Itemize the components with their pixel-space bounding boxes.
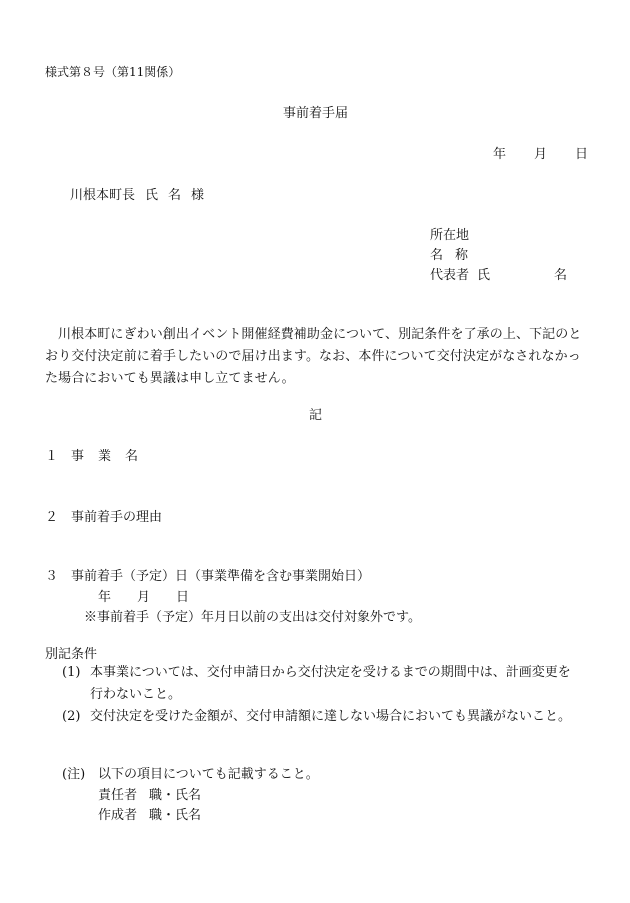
start-date-fields xyxy=(98,591,189,604)
note-role: 作成者 xyxy=(98,808,138,823)
item-label: 事前着手の理由 xyxy=(71,510,163,525)
note-fields: 職・氏名 xyxy=(149,788,202,803)
item-start-date xyxy=(45,570,370,583)
item-number: ２ xyxy=(45,510,59,525)
addressee-name-1: 氏 xyxy=(145,188,159,203)
note-text: 以下の項目についても記載すること。 xyxy=(98,767,319,782)
note-fields: 職・氏名 xyxy=(149,808,202,823)
applicant-representative xyxy=(430,269,567,282)
submission-date xyxy=(493,148,588,161)
applicant-name-label xyxy=(430,249,468,262)
addressee-honorific: 様 xyxy=(191,188,205,203)
start-year: 年 xyxy=(98,590,112,605)
rep-name-2: 名 xyxy=(554,268,568,283)
note xyxy=(62,768,319,781)
date-year: 年 xyxy=(493,147,507,162)
date-month: 月 xyxy=(534,147,548,162)
rep-name-1: 氏 xyxy=(477,268,491,283)
condition-item xyxy=(62,662,592,706)
condition-number: (2) xyxy=(62,709,81,724)
condition-number: (1) xyxy=(62,665,81,680)
item-label-2: 業 xyxy=(98,449,112,464)
condition-text-line2: 行わないこと。 xyxy=(90,687,182,702)
note-role: 責任者 xyxy=(98,788,138,803)
addressee xyxy=(70,189,204,202)
body-paragraph: 川根本町にぎわい創出イベント開催経費補助金について、別記条件を了承の上、下記のとおり交付決定前に着手したいので届け出ます。なお、本件について交付決定がなされなかった場合においても異議は申し立てません。 xyxy=(45,327,582,386)
start-month: 月 xyxy=(137,590,151,605)
addressee-name-2: 名 xyxy=(168,188,182,203)
addressee-office: 川根本町長 xyxy=(70,188,136,203)
item-project-name xyxy=(45,450,138,463)
applicant-name-label-2: 称 xyxy=(455,248,469,263)
item-number: １ xyxy=(45,449,59,464)
note-item xyxy=(98,789,201,802)
rep-label: 代表者 xyxy=(430,268,470,283)
item-label-3: 名 xyxy=(125,449,139,464)
condition-item xyxy=(62,706,602,728)
note-label: (注) xyxy=(62,767,86,782)
conditions-heading: 別記条件 xyxy=(45,647,98,662)
document-title: 事前着手届 xyxy=(283,106,349,121)
applicant-address-label: 所在地 xyxy=(430,228,470,243)
condition-text-line1: 本事業については、交付申請日から交付決定を受けるまでの期間中は、計画変更を xyxy=(90,665,571,680)
condition-text: 交付決定を受けた金額が、交付申請額に達しない場合においても異議がないこと。 xyxy=(90,709,572,724)
applicant-name-label-1: 名 xyxy=(430,248,444,263)
note-item xyxy=(98,809,201,822)
item-label: 事前着手（予定）日（事業準備を含む事業開始日） xyxy=(71,569,371,584)
start-date-note: ※事前着手（予定）年月日以前の支出は交付対象外です。 xyxy=(84,610,421,625)
form-number: 様式第８号（第11関係） xyxy=(45,65,181,79)
date-day: 日 xyxy=(575,147,589,162)
item-label-1: 事 xyxy=(71,449,85,464)
start-day: 日 xyxy=(176,590,190,605)
item-reason xyxy=(45,511,162,524)
ki-heading: 記 xyxy=(309,408,323,423)
item-number: ３ xyxy=(45,569,59,584)
